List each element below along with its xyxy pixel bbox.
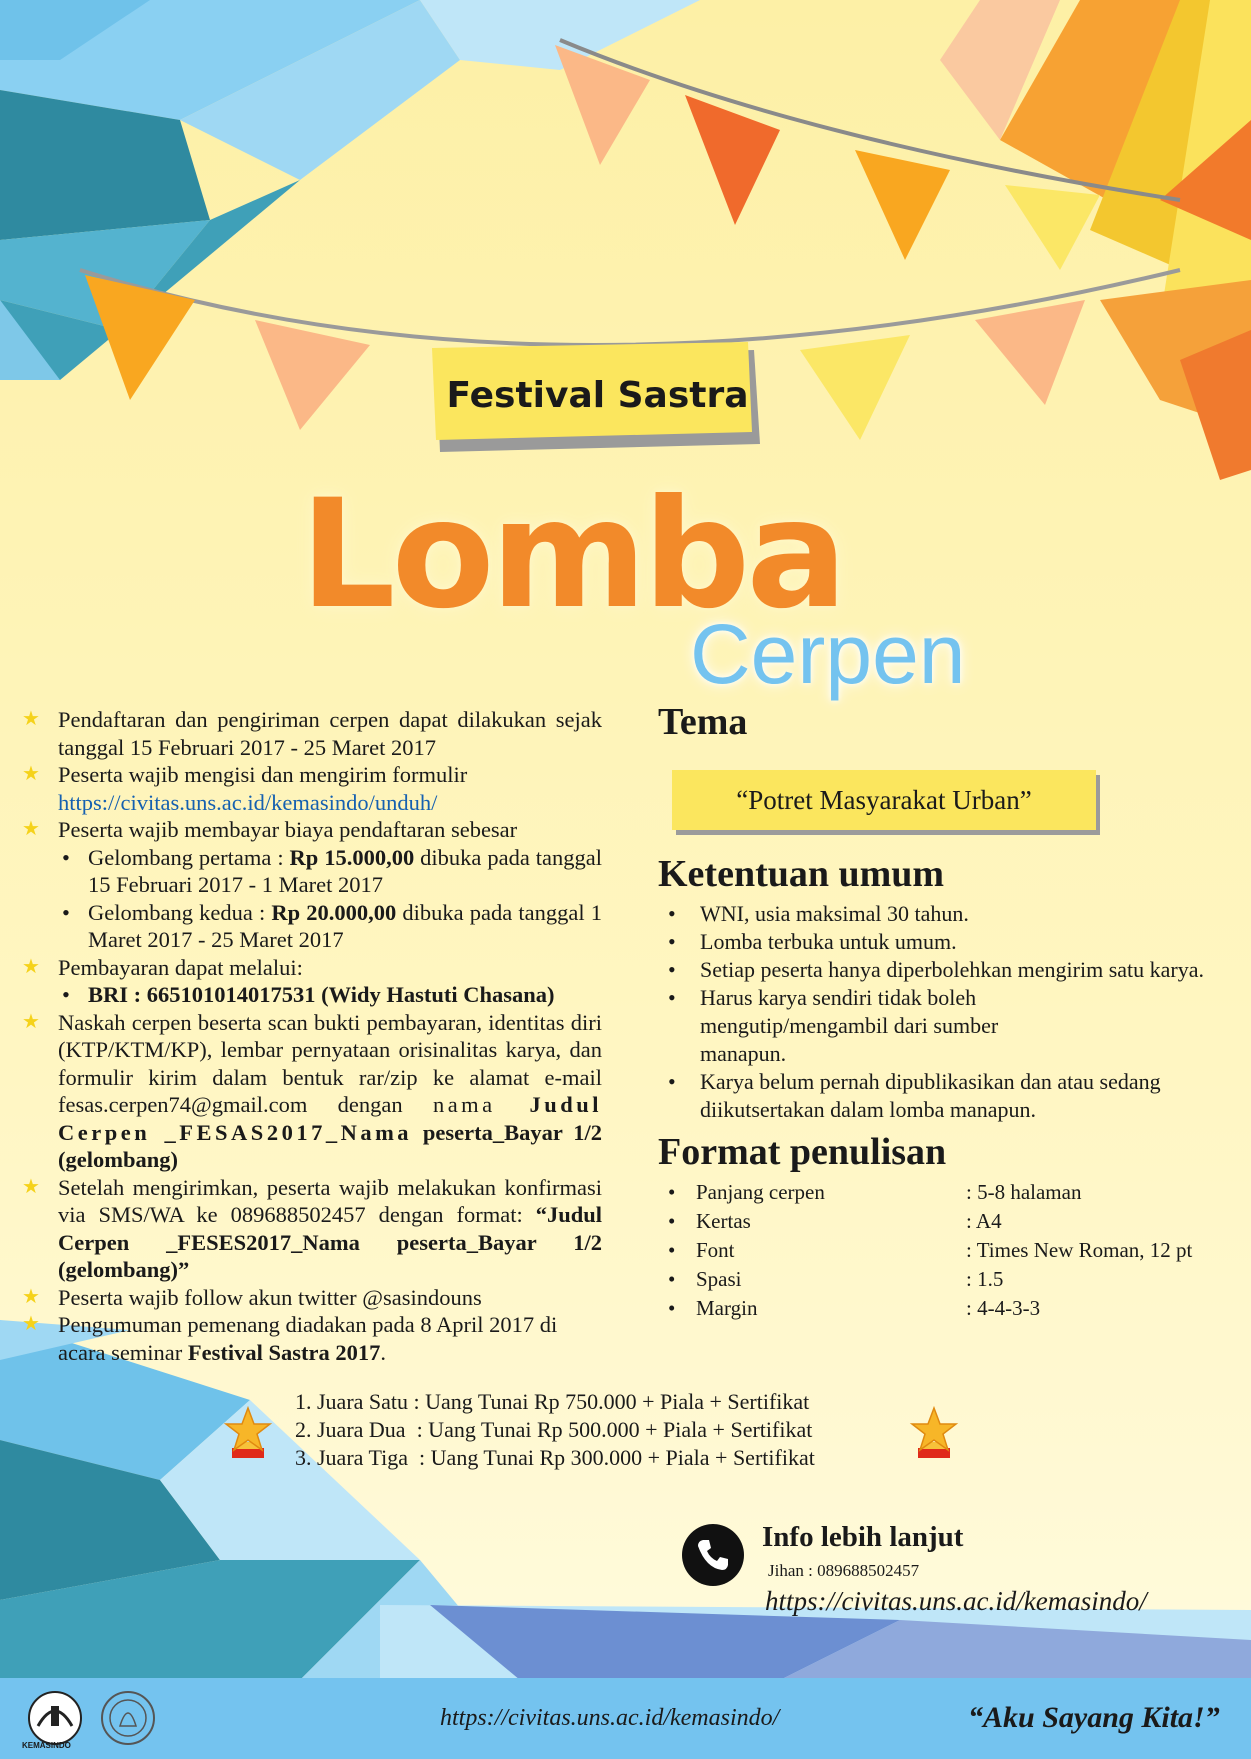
footer-tagline: “Aku Sayang Kita!”	[968, 1701, 1220, 1734]
list-item: • Harus karya sendiri tidak boleh mengutip/mengambil dari sumber manapun.	[668, 985, 999, 1066]
form-text: Peserta wajib mengisi dan mengirim formulir	[58, 762, 468, 787]
list-item: • Karya belum pernah dipublikasikan dan atau sedang diikutsertakan dalam lomba manapun.	[668, 1069, 1161, 1122]
rule-text	[58, 1311, 602, 1366]
format-value: : 5-8 halaman	[966, 1180, 1082, 1204]
format-key: Spasi	[696, 1267, 742, 1291]
title-cerpen: Cerpen	[690, 607, 966, 701]
star-icon: ★	[22, 955, 40, 978]
submit-text: Naskah cerpen beserta scan bukti pembayaran, identitas diri (KTP/KTM/KP), lembar pernyataan orisinalitas karya, dan formulir kirim dalam bentuk rar/zip ke alamat e-mail fesas.cerpen74@gmail.com dengan	[58, 1009, 602, 1117]
trophy-icon	[908, 1406, 960, 1460]
confirm-format: “Judul Cerpen _FESES2017_Nama peserta_Bayar 1/2 (gelombang)”	[58, 1202, 602, 1282]
star-icon: ★	[22, 1175, 40, 1198]
ketentuan-text: Karya belum pernah dipublikasikan dan atau sedang diikutsertakan dalam lomba manapun.	[700, 1069, 1161, 1122]
list-item: • Spasi : 1.5	[658, 1265, 1218, 1294]
list-item: • Panjang cerpen : 5-8 halaman	[658, 1178, 1218, 1207]
rule-text: Peserta wajib follow akun twitter @sasindouns	[58, 1284, 482, 1310]
bank-account: • BRI : 665101014017531 (Widy Hastuti Chasana)	[62, 982, 555, 1007]
rule-text: Pendaftaran dan pengiriman cerpen dapat dilakukan sejak tanggal 15 Februari 2017 - 25 Maret 2017	[58, 707, 602, 760]
ketentuan-heading: Ketentuan umum	[658, 853, 945, 895]
info-url[interactable]: https://civitas.uns.ac.id/kemasindo/	[765, 1586, 1147, 1616]
list-item: • Kertas : A4	[658, 1207, 1218, 1236]
ketentuan-text: Harus karya sendiri tidak boleh mengutip/mengambil dari sumber manapun.	[700, 985, 999, 1066]
wave2-label: Gelombang kedua :	[88, 899, 272, 925]
form-link[interactable]: https://civitas.uns.ac.id/kemasindo/unduh/	[58, 789, 438, 815]
star-icon: ★	[22, 818, 40, 840]
phone-icon	[682, 1524, 744, 1586]
ketentuan-text: WNI, usia maksimal 30 tahun.	[700, 901, 969, 926]
star-icon: ★	[22, 1285, 40, 1308]
kemasindo-logo	[29, 1692, 81, 1744]
announce-event: Festival Sastra 2017	[187, 1339, 381, 1365]
rule-text	[58, 1174, 602, 1284]
announce-end: .	[380, 1339, 387, 1365]
rule-registration	[22, 706, 602, 761]
rule-announcement	[22, 1311, 602, 1366]
list-item: • Lomba terbuka untuk umum.	[668, 929, 957, 954]
list-item: • Font : Times New Roman, 12 pt	[658, 1236, 1218, 1265]
format-value: : A4	[966, 1209, 1002, 1233]
format-heading: Format penulisan	[658, 1131, 947, 1173]
ketentuan-list	[658, 900, 1218, 1124]
rule-fee	[22, 816, 602, 844]
format-list	[658, 1178, 1218, 1323]
trophy-icon	[222, 1406, 274, 1460]
rule-text	[58, 761, 602, 816]
ketentuan-text: Setiap peserta hanya diperbolehkan mengirim satu karya.	[700, 957, 1204, 982]
info-contact: Jihan : 089688502457	[768, 1561, 920, 1580]
submit-filename-b: peserta_Bayar 1/2 (gelombang)	[58, 1119, 602, 1172]
ketentuan-text: Lomba terbuka untuk umum.	[700, 929, 957, 954]
info-title: Info lebih lanjut	[762, 1521, 964, 1553]
submit-filename-a: Judul Cerpen _FESAS2017_Nama	[58, 1092, 602, 1145]
format-value: : Times New Roman, 12 pt	[966, 1238, 1193, 1262]
tema-value: “Potret Masyarakat Urban”	[736, 784, 1032, 815]
star-icon: ★	[22, 763, 40, 785]
announce-text: Pengumuman pemenang diadakan pada 8 April 2017 di acara seminar	[58, 1312, 558, 1365]
prize-list	[295, 1388, 815, 1472]
tema-heading: Tema	[658, 701, 748, 743]
confirm-text: Setelah mengirimkan, peserta wajib melakukan konfirmasi via SMS/WA ke 089688502457 dengan format:	[58, 1174, 602, 1227]
fee-wave-2: • Gelombang kedua : Rp 20.000,00 dibuka pada tanggal 1 Maret 2017 - 25 Maret 2017	[62, 899, 602, 952]
rule-text: Pembayaran dapat melalui:	[58, 954, 303, 980]
rule-confirmation	[22, 1174, 602, 1284]
wave1-amount: Rp 15.000,00	[289, 844, 415, 870]
tema-box	[672, 770, 1096, 830]
prize-third: 3. Juara Tiga : Uang Tunai Rp 300.000 + Piala + Sertifikat	[295, 1445, 815, 1470]
rules-list	[22, 706, 602, 1366]
wave1-dates: dibuka pada tanggal 15 Februari 2017 - 1 Maret 2017	[88, 844, 603, 897]
prize-first: 1. Juara Satu : Uang Tunai Rp 750.000 + Piala + Sertifikat	[295, 1389, 810, 1414]
format-value: : 4-4-3-3	[966, 1296, 1041, 1320]
format-key: Font	[696, 1238, 735, 1262]
fee-wave-1: • Gelombang pertama : Rp 15.000,00 dibuka pada tanggal 15 Februari 2017 - 1 Maret 2017	[62, 844, 603, 897]
title-lomba: Lomba	[300, 468, 844, 642]
festival-label: Festival Sastra	[446, 374, 749, 416]
format-key: Panjang cerpen	[696, 1180, 825, 1204]
rule-text	[58, 1009, 602, 1174]
bank-account-text: BRI : 665101014017531 (Widy Hastuti Chasana)	[88, 982, 555, 1007]
submit-nama: nama	[432, 1092, 496, 1117]
right-column	[658, 700, 1218, 1323]
wave1-label: Gelombang pertama :	[88, 844, 290, 870]
wave2-dates: dibuka pada tanggal 1 Maret 2017 - 25 Maret 2017	[88, 899, 602, 952]
format-key: Kertas	[696, 1209, 751, 1233]
prize-second: 2. Juara Dua : Uang Tunai Rp 500.000 + Piala + Sertifikat	[295, 1417, 813, 1442]
list-item: • Setiap peserta hanya diperbolehkan mengirim satu karya.	[668, 957, 1204, 982]
rule-submission	[22, 1009, 602, 1174]
list-item: • Margin : 4-4-3-3	[658, 1294, 1218, 1323]
wave2-amount: Rp 20.000,00	[271, 899, 397, 925]
footer-url[interactable]: https://civitas.uns.ac.id/kemasindo/	[440, 1705, 780, 1731]
rule-twitter	[22, 1284, 602, 1312]
format-value: : 1.5	[966, 1267, 1004, 1291]
list-item: • WNI, usia maksimal 30 tahun.	[668, 901, 969, 926]
format-key: Margin	[696, 1296, 758, 1320]
rule-form	[22, 761, 602, 816]
star-icon: ★	[22, 708, 40, 730]
kemasindo-label: KEMASINDO	[22, 1741, 71, 1750]
star-icon: ★	[22, 1010, 40, 1033]
rule-text: Peserta wajib membayar biaya pendaftaran sebesar	[58, 817, 518, 842]
star-icon: ★	[22, 1313, 40, 1335]
rule-payment	[22, 954, 602, 982]
